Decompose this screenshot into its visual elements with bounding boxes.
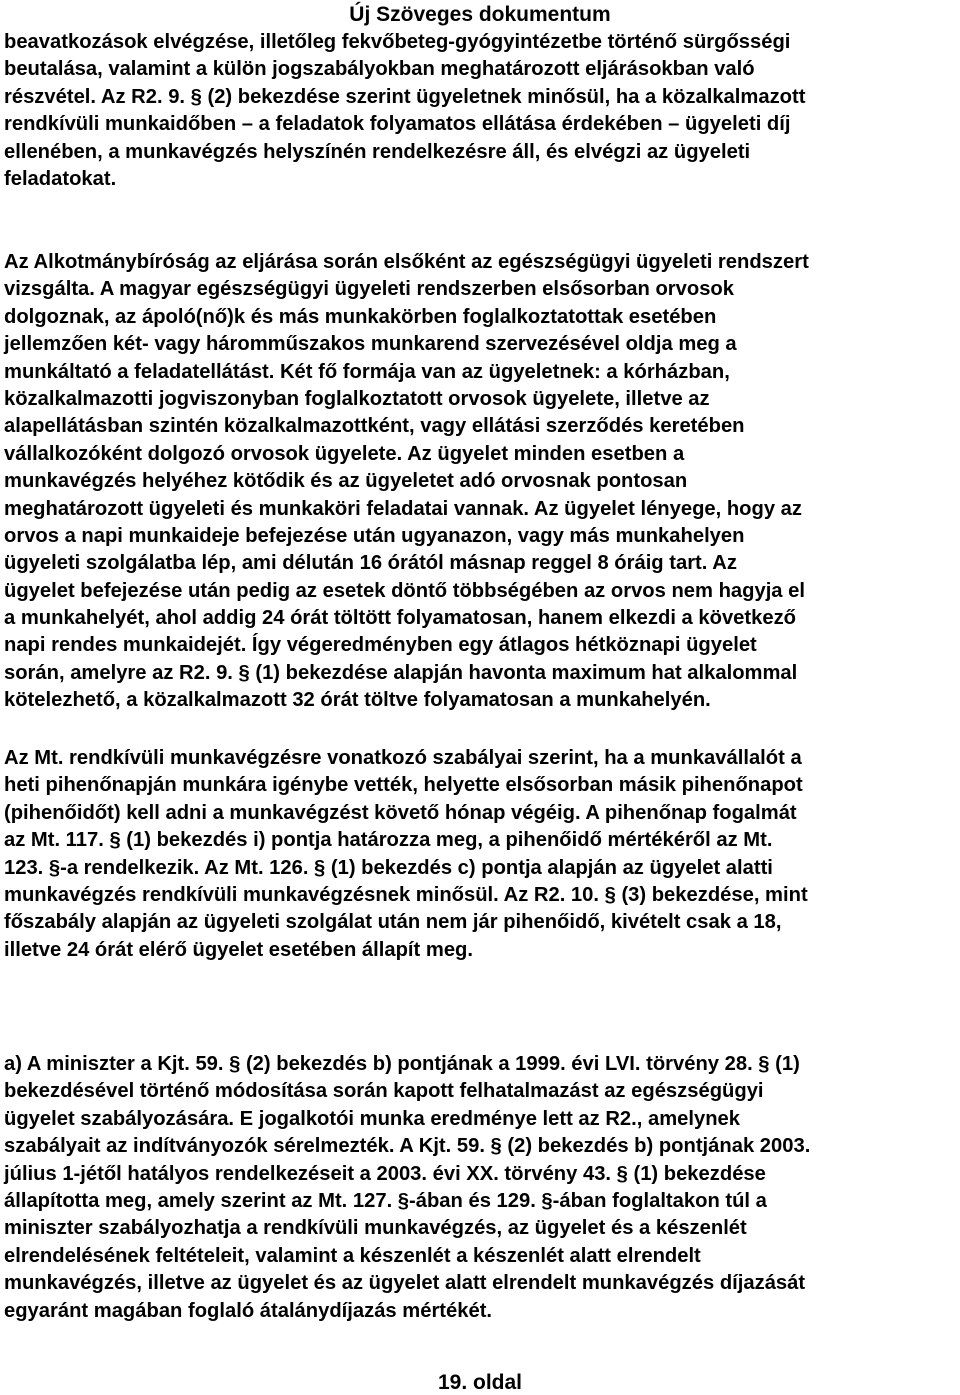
- text-line: ügyeleti szolgálatba lép, ami délután 16 órától másnap reggel 8 óráig tart. Az: [4, 552, 737, 575]
- text-line: 123. §-a rendelkezik. Az Mt. 126. § (1) bekezdés c) pontja alapján az ügyelet alatti: [4, 856, 773, 879]
- text-line: az Mt. 117. § (1) bekezdés i) pontja határozza meg, a pihenőidő mértékéről az Mt.: [4, 829, 773, 852]
- text-line: munkavégzés helyéhez kötődik és az ügyeletet adó orvosnak pontosan: [4, 470, 688, 493]
- text-line: állapította meg, amely szerint az Mt. 127. §-ában és 129. §-ában foglaltakon túl a: [4, 1189, 767, 1212]
- text-line: rendkívüli munkaidőben – a feladatok folyamatos ellátása érdekében – ügyeleti díj: [4, 113, 791, 136]
- document-title: Új Szöveges dokumentum: [349, 3, 611, 26]
- text-line: (pihenőidőt) kell adni a munkavégzést követő hónap végéig. A pihenőnap fogalmát: [4, 801, 797, 824]
- text-line: alapellátásban szintén közalkalmazottként, vagy ellátási szerződés keretében: [4, 415, 745, 438]
- text-line: beavatkozások elvégzése, illetőleg fekvőbeteg-gyógyintézetbe történő sürgősségi: [4, 31, 791, 53]
- text-line: ellenében, a munkavégzés helyszínén rendelkezésre áll, és elvégzi az ügyeleti: [4, 140, 751, 163]
- text-line: vállalkozóként dolgozó orvosok ügyelete. Az ügyelet minden esetben a: [4, 442, 685, 465]
- text-line: Az Mt. rendkívüli munkavégzésre vonatkozó szabályai szerint, ha a munkavállalót a: [4, 747, 802, 769]
- text-line: a) A miniszter a Kjt. 59. § (2) bekezdés b) pontjának a 1999. évi LVI. törvény 28. § (1): [4, 1053, 800, 1075]
- text-line: kötelezhető, a közalkalmazott 32 órát töltve folyamatosan a munkahelyén.: [4, 689, 711, 712]
- text-line: egyaránt magában foglaló átalánydíjazás mértékét.: [4, 1299, 493, 1322]
- paragraph-3: [4, 745, 960, 964]
- text-line: napi rendes munkaidejét. Így végeredményben egy átlagos hétköznapi ügyelet: [4, 634, 757, 657]
- text-line: feladatokat.: [4, 167, 117, 190]
- text-line: szabályait az indítványozók sérelmezték. A Kjt. 59. § (2) bekezdés b) pontjának 2003.: [4, 1135, 811, 1158]
- text-line: elrendelésének feltételeit, valamint a készenlét a készenlét alatt elrendelt: [4, 1244, 701, 1267]
- text-line: munkavégzés rendkívüli munkavégzésnek minősül. Az R2. 10. § (3) bekezdése, mint: [4, 883, 808, 906]
- text-line: a munkahelyét, ahol addig 24 órát töltött folyamatosan, hanem elkezdi a következő: [4, 607, 797, 630]
- paragraph-1: [4, 29, 960, 193]
- paragraph-4: [4, 1051, 960, 1325]
- text-line: orvos a napi munkaideje befejezése után ugyanazon, vagy más munkahelyen: [4, 524, 745, 547]
- text-line: ügyelet befejezése után pedig az esetek döntő többségében az orvos nem hagyja el: [4, 579, 805, 602]
- text-line: beutalása, valamint a külön jogszabályokban meghatározott eljárásokban való: [4, 58, 755, 81]
- text-line: Az Alkotmánybíróság az eljárása során elsőként az egészségügyi ügyeleti rendszert: [4, 251, 809, 273]
- text-line: munkáltató a feladatellátást. Két fő formája van az ügyeletnek: a kórházban,: [4, 360, 730, 383]
- paragraph-2: [4, 249, 960, 715]
- text-line: vizsgálta. A magyar egészségügyi ügyeleti rendszerben elsősorban orvosok: [4, 278, 734, 301]
- text-line: munkavégzés, illetve az ügyelet és az ügyelet alatt elrendelt munkavégzés díjazását: [4, 1272, 806, 1295]
- text-line: főszabály alapján az ügyeleti szolgálat után nem jár pihenőidő, kivételt csak a 18,: [4, 911, 782, 934]
- text-line: miniszter szabályozhatja a rendkívüli munkavégzés, az ügyelet és a készenlét: [4, 1217, 747, 1240]
- text-line: meghatározott ügyeleti és munkaköri feladatai vannak. Az ügyelet lényege, hogy az: [4, 497, 803, 520]
- text-line: illetve 24 órát elérő ügyelet esetében állapít meg.: [4, 938, 473, 961]
- text-line: dolgoznak, az ápoló(nő)k és más munkakörben foglalkoztatottak esetében: [4, 305, 717, 328]
- text-line: jellemzően két- vagy háromműszakos munkarend szervezésével oldja meg a: [4, 333, 737, 356]
- text-line: július 1-jétől hatályos rendelkezéseit a 2003. évi XX. törvény 43. § (1) bekezdése: [4, 1162, 766, 1185]
- text-line: bekezdésével történő módosítása során kapott felhatalmazást az egészségügyi: [4, 1080, 764, 1103]
- text-line: során, amelyre az R2. 9. § (1) bekezdése alapján havonta maximum hat alkalommal: [4, 661, 798, 684]
- text-line: heti pihenőnapján munkára igénybe vették, helyette elsősorban másik pihenőnapot: [4, 774, 803, 797]
- page-number: 19. oldal: [437, 1371, 523, 1394]
- text-line: részvétel. Az R2. 9. § (2) bekezdése szerint ügyeletnek minősül, ha a közalkalmazott: [4, 85, 806, 108]
- text-line: ügyelet szabályozására. E jogalkotói munka eredménye lett az R2., amelynek: [4, 1107, 741, 1130]
- text-line: közalkalmazotti jogviszonyban foglalkoztatott orvosok ügyelete, illetve az: [4, 387, 710, 410]
